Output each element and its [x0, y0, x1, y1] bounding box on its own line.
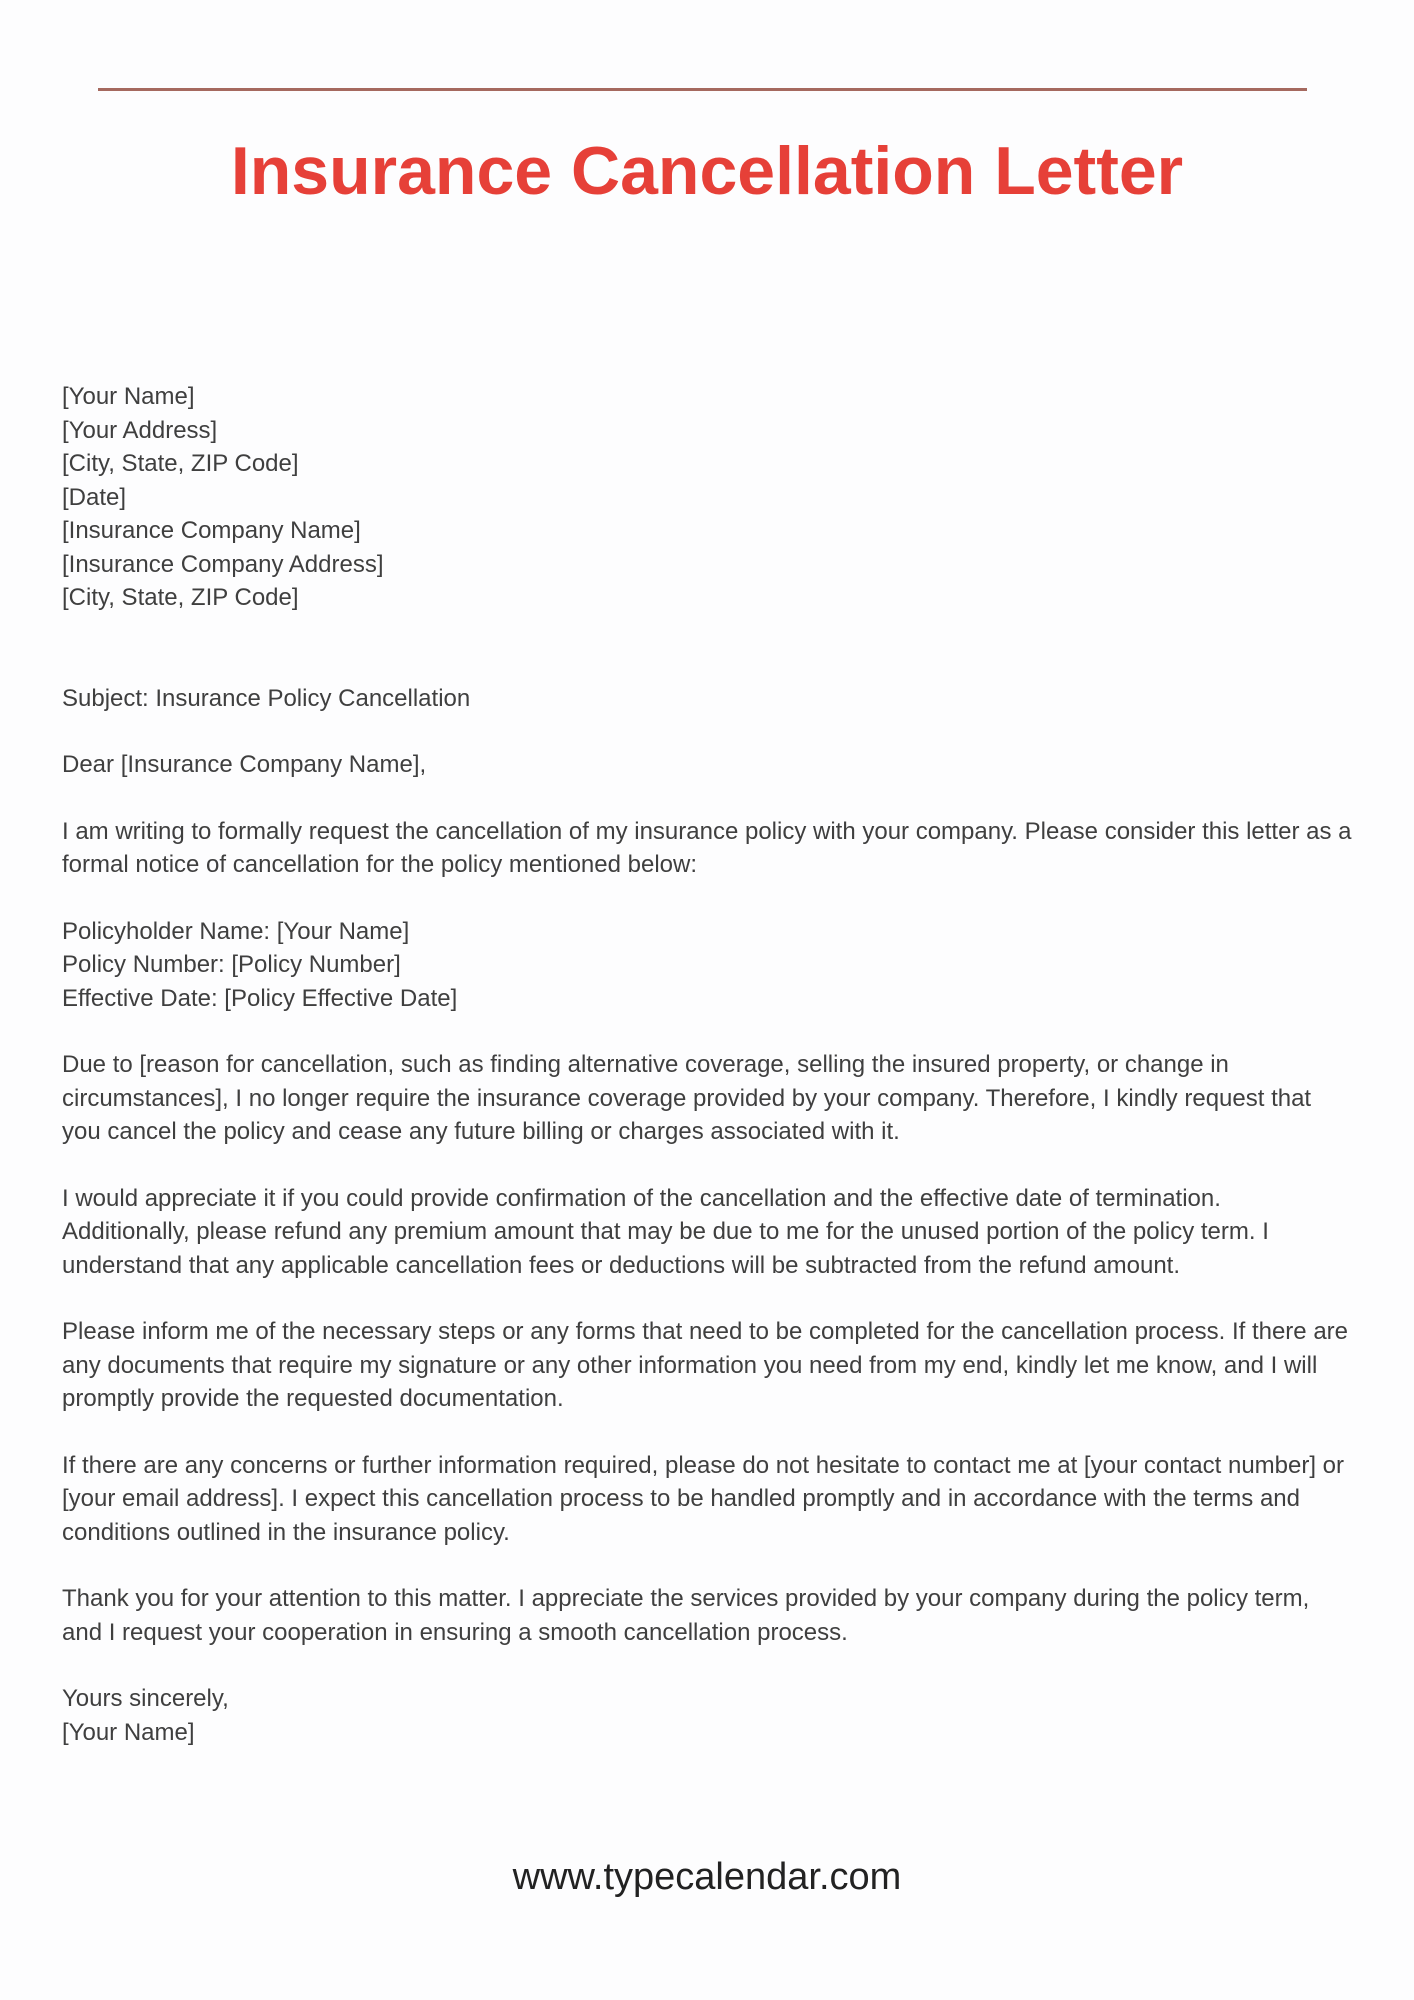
recipient-line-address: [Insurance Company Address]	[62, 550, 384, 578]
paragraph-intro: I am writing to formally request the cancellation of my insurance policy with your company. Please consider this letter as a formal notice of cancellation for the policy mentioned below:	[62, 817, 1352, 878]
paragraph-contact: If there are any concerns or further information required, please do not hesitate to contact me at [your contact number] or [your email address]. I expect this cancellation process to be handled promptly and in accordance with the terms and conditions outlined in the insurance policy.	[62, 1451, 1345, 1546]
sender-line-name: [Your Name]	[62, 383, 195, 410]
page-title: Insurance Cancellation Letter	[230, 133, 1184, 209]
sender-block	[62, 380, 1352, 615]
paragraph-thanks: Thank you for your attention to this matter. I appreciate the services provided by your company during the policy term, and I request your cooperation in ensuring a smooth cancellation process.	[62, 1585, 1310, 1646]
sender-line-address: [Your Address]	[62, 416, 218, 444]
policy-line-effective-date: Effective Date: [Policy Effective Date]	[62, 984, 458, 1012]
paragraph-steps: Please inform me of the necessary steps or any forms that need to be completed for the cancellation process. If there are any documents that require my signature or any other information you need from my end, kindly let me know, and I will promptly provide the requested documentation.	[62, 1318, 1349, 1412]
sender-line-city: [City, State, ZIP Code]	[62, 450, 299, 477]
policy-line-number: Policy Number: [Policy Number]	[62, 951, 401, 978]
policy-details-block	[62, 915, 1352, 1016]
closing-phrase: Yours sincerely,	[62, 1685, 229, 1712]
paragraph-confirmation: I would appreciate it if you could provide confirmation of the cancellation and the effective date of termination. Additionally, please refund any premium amount that may be due to me for the unused portion of the policy term. I understand that any applicable cancellation fees or deductions will be subtracted from the refund amount.	[62, 1184, 1269, 1279]
policy-line-holder: Policyholder Name: [Your Name]	[62, 917, 410, 945]
footer-url: www.typecalendar.com	[512, 1856, 902, 1898]
header-divider	[98, 88, 1307, 91]
signature-name: [Your Name]	[62, 1718, 195, 1746]
recipient-line-city: [City, State, ZIP Code]	[62, 584, 299, 611]
recipient-line-company: [Insurance Company Name]	[62, 517, 361, 544]
paragraph-reason: Due to [reason for cancellation, such as finding alternative coverage, selling the insured property, or change in circumstances], I no longer require the insurance coverage provided by your company. Therefore, I kindly request that you cancel the policy and cease any future billing or charges associated with it.	[62, 1051, 1312, 1145]
subject-line: Subject: Insurance Policy Cancellation	[62, 684, 471, 712]
sender-line-date: [Date]	[62, 483, 127, 511]
closing-block	[62, 1682, 1352, 1749]
salutation: Dear [Insurance Company Name],	[62, 751, 427, 778]
letter-body	[0, 380, 1414, 1900]
